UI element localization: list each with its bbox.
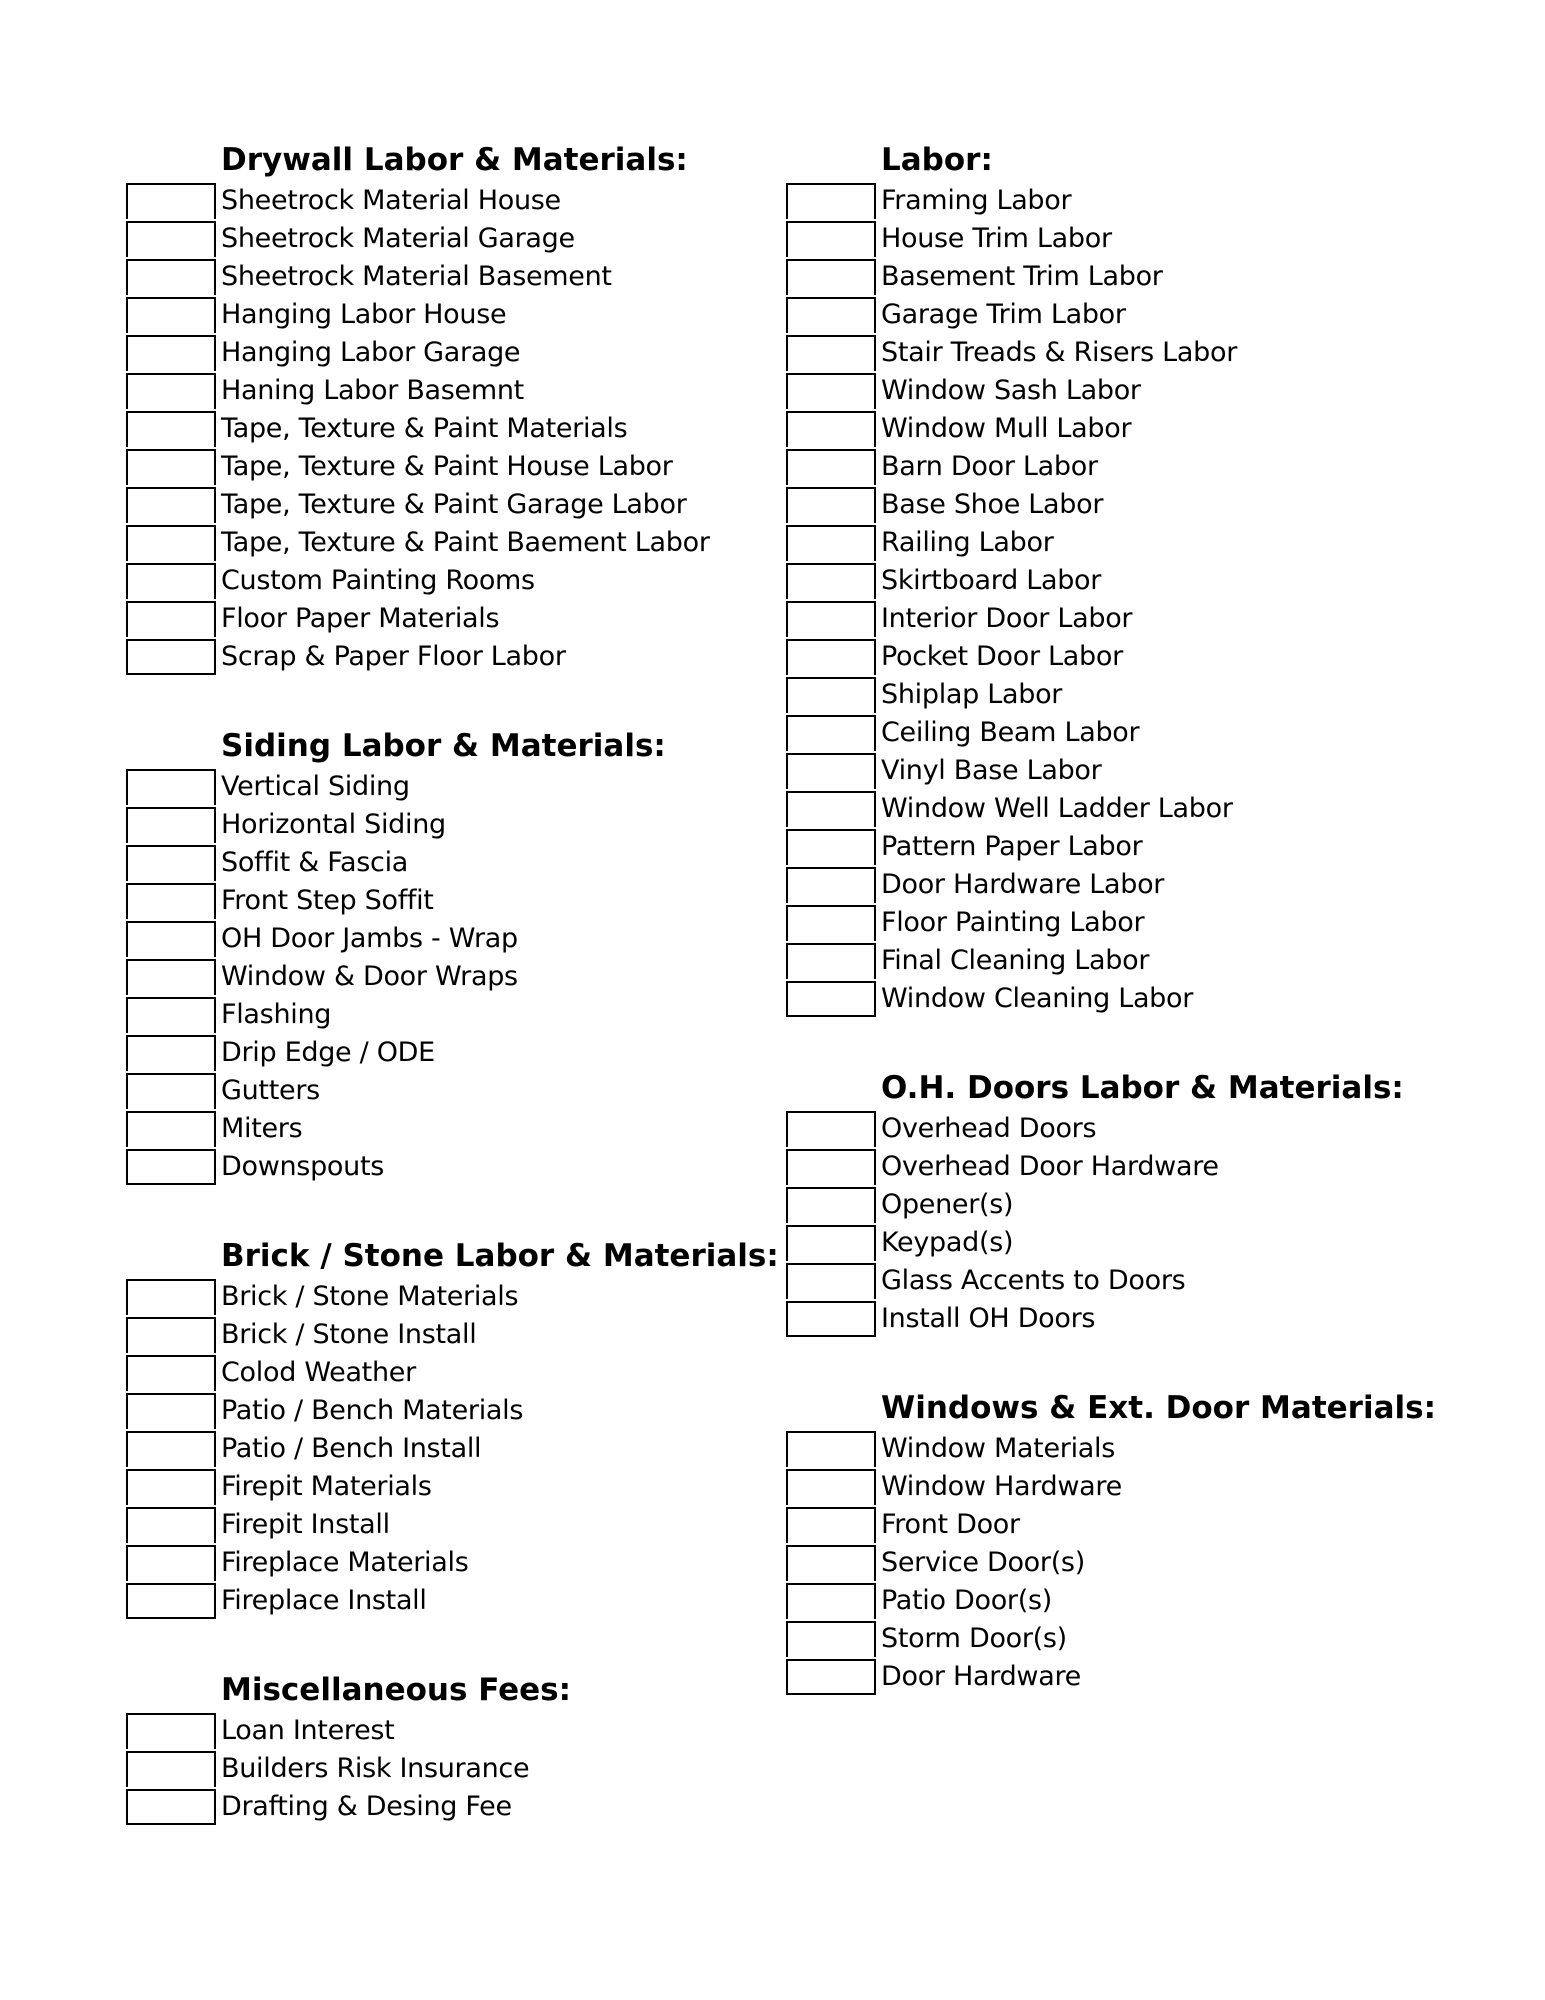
checklist-item [126, 920, 766, 958]
checklist-item [126, 448, 766, 486]
item-label: Interior Door Labor [881, 603, 1133, 634]
checkbox[interactable] [786, 1263, 876, 1299]
item-label: Ceiling Beam Labor [881, 717, 1140, 748]
checkbox[interactable] [786, 259, 876, 295]
checkbox[interactable] [126, 1393, 216, 1429]
item-label: Patio / Bench Install [221, 1433, 482, 1464]
checkbox[interactable] [126, 1035, 216, 1071]
checklist-item [786, 600, 1426, 638]
item-label: Storm Door(s) [881, 1623, 1067, 1654]
checkbox[interactable] [786, 487, 876, 523]
checklist-item [786, 1224, 1426, 1262]
checklist-item [126, 334, 766, 372]
checklist-item [786, 334, 1426, 372]
item-label: Tape, Texture & Paint House Labor [221, 451, 673, 482]
item-label: Install OH Doors [881, 1303, 1096, 1334]
checkbox[interactable] [126, 1507, 216, 1543]
item-label: Vinyl Base Labor [881, 755, 1102, 786]
checklist-item [126, 372, 766, 410]
item-label: Window Sash Labor [881, 375, 1141, 406]
item-label: Pattern Paper Labor [881, 831, 1143, 862]
checkbox[interactable] [786, 601, 876, 637]
checkbox[interactable] [786, 1149, 876, 1185]
item-label: Brick / Stone Materials [221, 1281, 519, 1312]
item-label: Drafting & Desing Fee [221, 1791, 512, 1822]
checklist-item [786, 904, 1426, 942]
checklist-item [786, 486, 1426, 524]
item-label: Keypad(s) [881, 1227, 1014, 1258]
checklist-item [126, 258, 766, 296]
checklist-item [786, 220, 1426, 258]
item-label: Garage Trim Labor [881, 299, 1126, 330]
item-label: Glass Accents to Doors [881, 1265, 1186, 1296]
checkbox[interactable] [126, 639, 216, 675]
checkbox[interactable] [126, 1789, 216, 1825]
left-column [126, 142, 779, 1878]
item-label: Tape, Texture & Paint Garage Labor [221, 489, 687, 520]
item-label: Haning Labor Basemnt [221, 375, 524, 406]
checkbox[interactable] [126, 563, 216, 599]
item-label: Pocket Door Labor [881, 641, 1123, 672]
item-label: Floor Paper Materials [221, 603, 500, 634]
item-label: Flashing [221, 999, 332, 1030]
item-label: Drip Edge / ODE [221, 1037, 435, 1068]
checklist [126, 1278, 766, 1620]
checklist-item [126, 806, 766, 844]
item-label: Basement Trim Labor [881, 261, 1163, 292]
checkbox[interactable] [786, 411, 876, 447]
checkbox[interactable] [126, 335, 216, 371]
right-column [786, 142, 1436, 1748]
checkbox[interactable] [786, 183, 876, 219]
item-label: Front Step Soffit [221, 885, 434, 916]
checkbox[interactable] [126, 959, 216, 995]
checklist-item [126, 1430, 766, 1468]
checklist-item [786, 790, 1426, 828]
item-label: Miters [221, 1113, 303, 1144]
item-label: Base Shoe Labor [881, 489, 1104, 520]
checklist-item [126, 1072, 766, 1110]
checklist-item [126, 1278, 766, 1316]
checkbox[interactable] [786, 1111, 876, 1147]
item-label: Custom Painting Rooms [221, 565, 535, 596]
checklist [126, 182, 766, 676]
checkbox[interactable] [786, 639, 876, 675]
checkbox[interactable] [126, 1073, 216, 1109]
checkbox[interactable] [786, 753, 876, 789]
section-title: Siding Labor & Materials: [221, 728, 666, 764]
checkbox[interactable] [786, 335, 876, 371]
section-siding-labor-materials [126, 728, 766, 1186]
item-label: Gutters [221, 1075, 320, 1106]
checklist-item [126, 1110, 766, 1148]
checkbox[interactable] [126, 845, 216, 881]
checklist-item [786, 1658, 1426, 1696]
checkbox[interactable] [126, 1431, 216, 1467]
checkbox[interactable] [126, 525, 216, 561]
section-title: Labor: [881, 142, 993, 178]
checkbox[interactable] [786, 829, 876, 865]
checkbox[interactable] [126, 1355, 216, 1391]
item-label: Window Cleaning Labor [881, 983, 1194, 1014]
item-label: Builders Risk Insurance [221, 1753, 530, 1784]
checklist-item [126, 1506, 766, 1544]
checkbox[interactable] [786, 1301, 876, 1337]
item-label: Scrap & Paper Floor Labor [221, 641, 566, 672]
checkbox[interactable] [786, 1187, 876, 1223]
checklist-item [786, 828, 1426, 866]
item-label: Window Materials [881, 1433, 1115, 1464]
item-label: Hanging Labor House [221, 299, 507, 330]
item-label: Fireplace Install [221, 1585, 427, 1616]
item-label: Window Well Ladder Labor [881, 793, 1233, 824]
item-label: Brick / Stone Install [221, 1319, 477, 1350]
checklist-item [126, 1544, 766, 1582]
checklist-item [786, 1582, 1426, 1620]
checklist-item [126, 296, 766, 334]
checkbox[interactable] [786, 677, 876, 713]
checklist-item [786, 676, 1426, 714]
checkbox[interactable] [126, 1317, 216, 1353]
checkbox[interactable] [786, 1225, 876, 1261]
checklist-item [126, 1316, 766, 1354]
item-label: Shiplap Labor [881, 679, 1063, 710]
checklist-item [786, 562, 1426, 600]
checklist-item [126, 1354, 766, 1392]
checkbox[interactable] [126, 601, 216, 637]
item-label: Window & Door Wraps [221, 961, 518, 992]
checkbox[interactable] [126, 1583, 216, 1619]
item-label: Fireplace Materials [221, 1547, 469, 1578]
checklist-item [126, 844, 766, 882]
section-title: O.H. Doors Labor & Materials: [881, 1070, 1404, 1106]
item-label: Firepit Materials [221, 1471, 432, 1502]
checklist-item [786, 410, 1426, 448]
checklist-item [126, 638, 766, 676]
checkbox[interactable] [126, 807, 216, 843]
checkbox[interactable] [786, 981, 876, 1017]
checklist-item [126, 958, 766, 996]
section-miscellaneous-fees [126, 1672, 766, 1826]
item-label: Opener(s) [881, 1189, 1014, 1220]
checkbox[interactable] [786, 715, 876, 751]
checkbox[interactable] [786, 1469, 876, 1505]
checklist-item [126, 1148, 766, 1186]
section-title: Windows & Ext. Door Materials: [881, 1390, 1436, 1426]
item-label: Window Mull Labor [881, 413, 1132, 444]
item-label: Downspouts [221, 1151, 384, 1182]
checkbox[interactable] [786, 373, 876, 409]
checklist-item [126, 486, 766, 524]
checkbox[interactable] [126, 259, 216, 295]
checkbox[interactable] [786, 1583, 876, 1619]
item-label: Stair Treads & Risers Labor [881, 337, 1238, 368]
section-drywall-labor-materials [126, 142, 766, 676]
checkbox[interactable] [126, 449, 216, 485]
checkbox[interactable] [126, 1279, 216, 1315]
checklist-item [786, 1148, 1426, 1186]
checkbox[interactable] [786, 1507, 876, 1543]
section-title: Miscellaneous Fees: [221, 1672, 572, 1708]
item-label: Door Hardware Labor [881, 869, 1165, 900]
checklist-item [786, 638, 1426, 676]
checkbox[interactable] [126, 997, 216, 1033]
checklist-item [126, 882, 766, 920]
section-brick-stone-labor-materials [126, 1238, 779, 1620]
checkbox[interactable] [786, 525, 876, 561]
item-label: Overhead Doors [881, 1113, 1097, 1144]
checkbox[interactable] [786, 221, 876, 257]
section-title: Brick / Stone Labor & Materials: [221, 1238, 779, 1274]
checklist-item [126, 220, 766, 258]
checkbox[interactable] [126, 769, 216, 805]
item-label: House Trim Labor [881, 223, 1112, 254]
section-o-h-doors-labor-materials [786, 1070, 1426, 1338]
checklist-item [786, 1544, 1426, 1582]
checklist-item [786, 1110, 1426, 1148]
checkbox[interactable] [786, 791, 876, 827]
item-label: Patio Door(s) [881, 1585, 1052, 1616]
section-labor [786, 142, 1426, 1018]
checkbox[interactable] [126, 183, 216, 219]
item-label: Tape, Texture & Paint Materials [221, 413, 628, 444]
checkbox[interactable] [786, 1621, 876, 1657]
checkbox[interactable] [126, 1751, 216, 1787]
checklist-item [126, 1788, 766, 1826]
checklist-item [786, 524, 1426, 562]
checkbox[interactable] [126, 373, 216, 409]
item-label: Floor Painting Labor [881, 907, 1145, 938]
item-label: Soffit & Fascia [221, 847, 409, 878]
item-label: Vertical Siding [221, 771, 410, 802]
checklist-item [126, 562, 766, 600]
item-label: Barn Door Labor [881, 451, 1098, 482]
checklist-item [786, 182, 1426, 220]
item-label: Framing Labor [881, 185, 1072, 216]
checkbox[interactable] [786, 867, 876, 903]
checkbox[interactable] [126, 297, 216, 333]
checkbox[interactable] [786, 563, 876, 599]
item-label: Horizontal Siding [221, 809, 446, 840]
checklist-item [786, 1262, 1426, 1300]
item-label: Sheetrock Material Basement [221, 261, 612, 292]
checkbox[interactable] [786, 297, 876, 333]
checklist [786, 1430, 1426, 1696]
item-label: Overhead Door Hardware [881, 1151, 1219, 1182]
item-label: Railing Labor [881, 527, 1054, 558]
checklist [786, 182, 1426, 1018]
checklist-item [786, 258, 1426, 296]
checklist-item [786, 1430, 1426, 1468]
checklist-item [786, 1186, 1426, 1224]
checklist-item [126, 410, 766, 448]
checkbox[interactable] [786, 449, 876, 485]
item-label: Loan Interest [221, 1715, 395, 1746]
checkbox[interactable] [786, 1659, 876, 1695]
checkbox[interactable] [126, 1713, 216, 1749]
checklist-item [786, 448, 1426, 486]
item-label: Skirtboard Labor [881, 565, 1102, 596]
checkbox[interactable] [126, 487, 216, 523]
checklist [126, 768, 766, 1186]
item-label: Colod Weather [221, 1357, 416, 1388]
checkbox[interactable] [126, 221, 216, 257]
checkbox[interactable] [786, 1545, 876, 1581]
item-label: Final Cleaning Labor [881, 945, 1150, 976]
checklist-item [126, 996, 766, 1034]
checklist-item [126, 182, 766, 220]
checklist-item [786, 942, 1426, 980]
checklist [126, 1712, 766, 1826]
checkbox[interactable] [126, 1469, 216, 1505]
checkbox[interactable] [126, 883, 216, 919]
item-label: Tape, Texture & Paint Baement Labor [221, 527, 710, 558]
checkbox[interactable] [786, 905, 876, 941]
checkbox[interactable] [126, 921, 216, 957]
checklist-item [786, 1620, 1426, 1658]
checklist-item [786, 866, 1426, 904]
checkbox[interactable] [126, 1545, 216, 1581]
checklist-item [126, 600, 766, 638]
checkbox[interactable] [126, 1149, 216, 1185]
checklist-item [786, 1506, 1426, 1544]
checklist-item [786, 752, 1426, 790]
item-label: Patio / Bench Materials [221, 1395, 524, 1426]
section-windows-ext-door-materials [786, 1390, 1436, 1696]
checklist-item [786, 372, 1426, 410]
checkbox[interactable] [786, 1431, 876, 1467]
checklist-item [786, 1300, 1426, 1338]
checkbox[interactable] [786, 943, 876, 979]
checklist-item [786, 980, 1426, 1018]
checklist-item [126, 1034, 766, 1072]
item-label: Door Hardware [881, 1661, 1081, 1692]
item-label: Front Door [881, 1509, 1020, 1540]
checklist-item [126, 1468, 766, 1506]
checklist-item [126, 768, 766, 806]
checkbox[interactable] [126, 411, 216, 447]
item-label: OH Door Jambs - Wrap [221, 923, 518, 954]
checklist-item [126, 1582, 766, 1620]
item-label: Service Door(s) [881, 1547, 1085, 1578]
checklist-item [786, 1468, 1426, 1506]
checklist-item [126, 1712, 766, 1750]
checklist-item [126, 1750, 766, 1788]
checklist-item [126, 524, 766, 562]
checklist-item [786, 296, 1426, 334]
checkbox[interactable] [126, 1111, 216, 1147]
checklist-item [126, 1392, 766, 1430]
item-label: Sheetrock Material Garage [221, 223, 575, 254]
item-label: Firepit Install [221, 1509, 390, 1540]
section-title: Drywall Labor & Materials: [221, 142, 688, 178]
item-label: Hanging Labor Garage [221, 337, 521, 368]
item-label: Sheetrock Material House [221, 185, 561, 216]
checklist [786, 1110, 1426, 1338]
item-label: Window Hardware [881, 1471, 1122, 1502]
checklist-item [786, 714, 1426, 752]
